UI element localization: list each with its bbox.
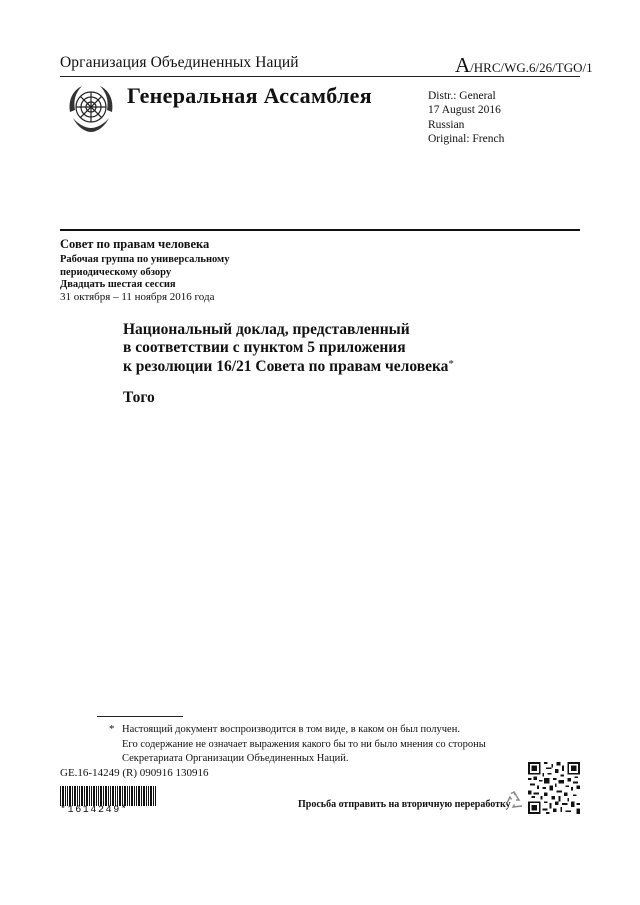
distribution-line: 17 August 2016 (428, 104, 501, 117)
distribution-line: Distr.: General (428, 90, 496, 102)
document-title (123, 321, 454, 376)
qr-code-icon (528, 762, 580, 814)
footnote-line: Его содержание не означает выражения какого бы то ни было мнения со стороны (122, 738, 486, 750)
session-dates: 31 октября – 11 ноября 2016 года (60, 291, 215, 303)
working-group-line: Рабочая группа по универсальному (60, 254, 230, 265)
distribution-info (428, 89, 504, 146)
footnote-line: Секретариата Организации Объединенных Наций. (122, 753, 349, 764)
distribution-line: Russian (428, 118, 465, 131)
general-assembly-title: Генеральная Ассамблея (127, 83, 372, 108)
barcode-number: *1614249* (60, 805, 129, 816)
recycle-note: Просьба отправить на вторичную переработку (298, 799, 511, 810)
title-line: Национальный доклад, представленный (123, 321, 410, 338)
document-symbol (455, 53, 593, 78)
council-name: Совет по правам человека (60, 237, 210, 251)
symbol-letter: A (455, 53, 471, 77)
working-group (60, 253, 260, 279)
header-rule (60, 76, 580, 77)
barcode-icon (60, 786, 156, 806)
title-footnote-marker[interactable]: * (448, 358, 454, 370)
job-number: GE.16-14249 (R) 090916 130916 (60, 767, 209, 779)
working-group-line: периодическому обзору (60, 267, 172, 278)
footnote-marker: * (109, 723, 115, 735)
section-rule (60, 229, 580, 231)
footnote-line: Настоящий документ воспроизводится в том виде, в каком он был получен. (122, 724, 460, 735)
footnote-text (122, 723, 502, 767)
title-line: в соответствии с пунктом 5 приложения (123, 338, 406, 356)
footnote-rule (97, 716, 183, 717)
session-name: Двадцать шестая сессия (60, 279, 176, 290)
symbol-code: /HRC/WG.6/26/TGO/1 (470, 60, 593, 75)
country-name: Того (123, 389, 155, 406)
un-emblem-icon (64, 82, 118, 136)
distribution-line: Original: French (428, 132, 505, 145)
organization-name: Организация Объединенных Наций (60, 54, 299, 71)
recycle-icon (503, 789, 525, 811)
title-line: к резолюции 16/21 Совета по правам человека (123, 358, 449, 375)
